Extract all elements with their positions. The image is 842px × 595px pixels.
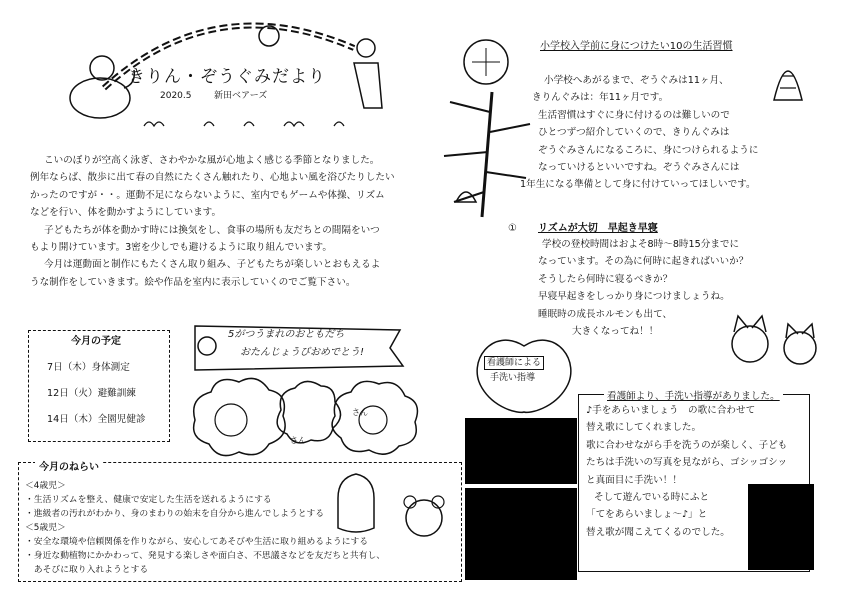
habits-line: ぞうぐみさんになるころに、身につけられるように	[538, 144, 759, 156]
schedule-box	[28, 330, 170, 442]
habits-line: ひとつずつ紹介していくので、きりんぐみは	[538, 127, 730, 139]
aims-illustration	[332, 468, 442, 568]
schedule-item: 14日（木）全園児健診	[47, 414, 146, 425]
habits-heading: 小学校入学前に身につけたい10の生活習慣	[540, 41, 733, 52]
aims-line: ・進級者の汚れがわかり、身のまわりの始末を自分から進んでしようとする	[25, 509, 325, 519]
newsletter-title: きりん・ぞうぐみだより	[128, 67, 326, 87]
rhythm-line: 早寝早起きをしっかり身につけましょうね。	[538, 291, 730, 303]
intro-line: 子どもたちが体を動かす時には換気をし、食事の場所も友だちとの間隔をいつ	[44, 224, 380, 236]
newsletter-date: 2020.5	[160, 91, 192, 101]
schedule-item: 7日（木）身体測定	[47, 362, 130, 373]
banner-line-2: おたんじょうびおめでとう!	[240, 347, 365, 358]
rhythm-line: 学校の登校時間はおよそ8時〜8時15分までに	[542, 239, 740, 250]
intro-line: かったのですが・・。運動不足にならないように、室内でもゲームや体操、リズム	[30, 189, 385, 201]
redacted-photo	[465, 418, 577, 484]
aims-line: ・身近な動植物にかかわって、発見する楽しさや面白さ、不思議さなどを友だちと共有し、	[25, 551, 386, 561]
nurse-line: 替え歌が聞こえてくるのでした。	[586, 526, 730, 538]
nurse-badge-line-1: 看護師による	[484, 356, 544, 370]
nurse-line: ♪手をあらいましょう の歌に合わせて	[586, 405, 756, 416]
habits-line: 生活習慣はすぐに身に付けるのは難しいので	[538, 109, 730, 121]
schedule-heading: 今月の予定	[71, 336, 121, 347]
habits-line: なっていけるといいですね。ぞうぐみさんには	[538, 162, 740, 174]
intro-line: うな制作をしていきます。絵や作品を室内に表示していくのでご覧下さい。	[30, 276, 356, 288]
cats-illustration	[720, 310, 830, 380]
intro-line: 今月は運動面と制作にもたくさん取り組み、子どもたちが楽しいとおもえるよ	[44, 259, 381, 271]
rhythm-heading: リズムが大切 早起き早寝	[538, 223, 658, 234]
cloud-label: さん	[290, 436, 306, 445]
redacted-photo	[465, 488, 577, 580]
aims-line: あそびに取り入れようとする	[25, 565, 149, 575]
nurse-line: 「てをあらいましょ〜♪」と	[586, 509, 708, 521]
nurse-line: と真面目に手洗い！！	[586, 474, 682, 486]
habits-text	[520, 72, 759, 194]
habits-line: 1年生になる準備として身に付けていってほしいです。	[520, 179, 756, 191]
intro-line: こいのぼりが空高く泳ぎ、さわやかな風が心地よく感じる季節となりました。	[44, 155, 380, 166]
rhythm-line: なっています。その為に何時に起きればいいか？	[538, 256, 749, 268]
newsletter-author: 新田ベアーズ	[214, 91, 268, 101]
aims-heading: 今月のねらい	[35, 459, 103, 476]
aims-line: ＜4歳児＞	[25, 481, 66, 491]
intro-line: 例年ならば、散歩に出て春の自然にたくさん触れたり、心地よい風を浴びたりしたい	[30, 172, 395, 184]
cloud-label: さん	[352, 408, 368, 417]
habits-line: きりんぐみは：年11ヶ月です。	[532, 92, 669, 104]
intro-line: などを行い、体を動かすようにしています。	[30, 207, 222, 219]
aims-line: ＜5歳児＞	[25, 523, 66, 533]
rhythm-line: 睡眠時の成長ホルモンも出て、	[538, 308, 673, 320]
schedule-item: 12日（火）避難訓練	[47, 388, 136, 399]
redacted-photo	[748, 484, 814, 570]
nurse-line: そして遊んでいる時にふと	[594, 492, 710, 504]
nurse-heading: 看護師より、手洗い指導がありました。	[604, 388, 783, 405]
nurse-line: たちは手洗いの写真を見ながら、ゴシッゴシッ	[586, 457, 788, 469]
bamboo-shoot-icon	[768, 48, 808, 104]
rhythm-number: ①	[508, 223, 517, 234]
rhythm-line: 大きくなってね！！	[572, 326, 659, 338]
aims-line: ・生活リズムを整え、健康で安定した生活を送れるようにする	[25, 495, 272, 505]
nurse-badge-line-2: 手洗い指導	[490, 373, 536, 383]
rhythm-text	[538, 236, 748, 340]
intro-line: もより開けています。3密を少しでも避けるように取り組んでいます。	[30, 242, 332, 254]
banner-line-1: 5がつうまれのおともだち	[228, 329, 345, 340]
nurse-line: 歌に合わせながら手を洗うのが楽しく、子ども	[586, 439, 788, 451]
aims-line: ・安全な環境や信頼関係を作りながら、安心してあそびや生活に取り組めるようにする	[25, 537, 369, 547]
rhythm-line: そうしたら何時に寝るべきか？	[538, 273, 673, 285]
habits-line: 小学校へあがるまで、ぞうぐみは11ヶ月、	[544, 75, 729, 86]
intro-text	[30, 152, 420, 291]
cloud-faces-illustration	[185, 370, 435, 465]
nurse-line: 替え歌にしてくれました。	[586, 422, 702, 434]
